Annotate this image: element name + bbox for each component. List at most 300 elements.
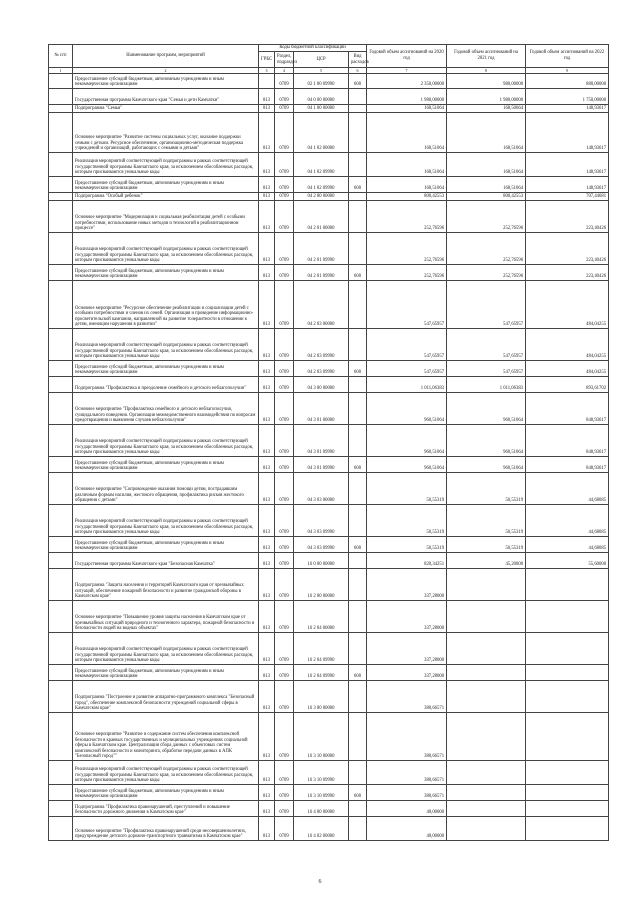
table-row xyxy=(49,361,609,377)
row-name: Подпрограмма "Профилактика правонарушений, преступлений и повышение безопасности дорожного движения в Камчатском крае" xyxy=(73,801,259,817)
row-name: Реализация мероприятий соответствующей подпрограммы в рамках соответствующей государственной программы Камчатского края, за исключением обособленных расходов, которым присваиваются уникальные коды xyxy=(73,425,259,457)
row-num xyxy=(49,193,73,201)
row-csr: 16 3 10 09990 xyxy=(294,785,349,801)
row-value-2022: 44,68085 xyxy=(526,473,609,505)
row-grbs: 813 xyxy=(259,633,275,665)
row-value-2021: 168,51064 xyxy=(447,177,526,193)
row-value-2022: 148,93617 xyxy=(526,113,609,153)
row-value-2020: 960,51064 xyxy=(367,457,447,473)
row-name: Предоставление субсидий бюджетным, автономным учреждениям и иным некоммерческим организациям xyxy=(73,537,259,553)
row-num xyxy=(49,569,73,601)
row-value-2020: 252,76596 xyxy=(367,265,447,281)
index-cell: 5 xyxy=(294,68,349,74)
row-value-2021: 1 980,00000 xyxy=(447,89,526,105)
index-cell: 1 xyxy=(49,68,73,74)
row-value-2022: 893,61702 xyxy=(526,377,609,393)
row-section: 0709 xyxy=(275,665,294,681)
row-csr: 16 2 04 00000 xyxy=(294,601,349,633)
table-body xyxy=(49,74,609,841)
row-name: Предоставление субсидий бюджетным, автономным учреждениям и иным некоммерческим организациям xyxy=(73,177,259,193)
row-name: Основное мероприятие "Развитие и содержание систем обеспечения комплексной безопасности в краевых государственных и муниципальных учреждениях социальной сферы в Камчатском крае. Централизация сбора данных с объектовых систем комплексной безопасности и мониторинга, обработке передачи данных в АПК "Безопасный город"" xyxy=(73,713,259,761)
row-expense-type xyxy=(349,233,367,265)
row-value-2020: 337,28000 xyxy=(367,569,447,601)
row-section: 0709 xyxy=(275,361,294,377)
row-value-2020: 2 350,00000 xyxy=(367,74,447,89)
row-section: 0709 xyxy=(275,817,294,841)
row-name: Государственная программа Камчатского края "Безопасная Камчатка" xyxy=(73,553,259,569)
row-value-2022 xyxy=(526,569,609,601)
row-section: 0709 xyxy=(275,153,294,177)
row-name: Реализация мероприятий соответствующей подпрограммы в рамках соответствующей государственной программы Камчатского края, за исключением обособленных расходов, которым присваиваются уникальные коды xyxy=(73,633,259,665)
row-value-2021 xyxy=(447,569,526,601)
row-csr: 04 2 03 09990 xyxy=(294,361,349,377)
row-value-2020: 168,51064 xyxy=(367,113,447,153)
row-num xyxy=(49,265,73,281)
row-value-2021 xyxy=(447,681,526,713)
table-header xyxy=(49,45,609,74)
row-num xyxy=(49,89,73,105)
row-grbs: 813 xyxy=(259,393,275,425)
row-value-2021 xyxy=(447,801,526,817)
row-value-2020: 50,55319 xyxy=(367,537,447,553)
row-grbs: 813 xyxy=(259,569,275,601)
row-num xyxy=(49,233,73,265)
row-section: 0709 xyxy=(275,281,294,329)
row-section: 0709 xyxy=(275,681,294,713)
row-value-2021: 252,76596 xyxy=(447,265,526,281)
table-row xyxy=(49,633,609,665)
row-grbs: 813 xyxy=(259,361,275,377)
row-num xyxy=(49,785,73,801)
row-expense-type xyxy=(349,113,367,153)
header-2022: Годовой объем ассигнований на 2022 год xyxy=(526,45,609,68)
table-row xyxy=(49,785,609,801)
row-section: 0709 xyxy=(275,761,294,785)
row-expense-type xyxy=(349,201,367,233)
table-row xyxy=(49,601,609,633)
row-csr: 04 3 03 09990 xyxy=(294,505,349,537)
row-section: 0709 xyxy=(275,553,294,569)
row-csr: 04 3 01 09990 xyxy=(294,425,349,457)
page-number: 6 xyxy=(318,879,322,885)
row-value-2022: 44,68085 xyxy=(526,537,609,553)
row-csr: 04 3 01 00000 xyxy=(294,393,349,425)
row-section: 0709 xyxy=(275,193,294,201)
row-section: 0709 xyxy=(275,473,294,505)
table-row xyxy=(49,89,609,105)
table-row xyxy=(49,113,609,153)
row-grbs: 813 xyxy=(259,89,275,105)
index-cell: 2 xyxy=(73,68,259,74)
row-expense-type xyxy=(349,801,367,817)
row-name: Государственная программа Камчатского края "Семья и дети Камчатки" xyxy=(73,89,259,105)
table-row xyxy=(49,329,609,361)
row-num xyxy=(49,361,73,377)
header-2020: Годовой объем ассигнований на 2020 год xyxy=(367,45,447,68)
row-expense-type xyxy=(349,569,367,601)
row-value-2020: 50,55319 xyxy=(367,505,447,537)
row-csr: 04 3 03 09990 xyxy=(294,537,349,553)
row-name: Основное мероприятие "Сопровождение оказания помощи детям, пострадавшим различным формам насилия, жестокого обращения, профилактика рисков жестокого обращения с детьми" xyxy=(73,473,259,505)
row-section: 0709 xyxy=(275,537,294,553)
row-value-2020: 1 980,00000 xyxy=(367,89,447,105)
row-value-2021: 960,51064 xyxy=(447,457,526,473)
index-cell: 9 xyxy=(526,68,609,74)
row-csr: 04 2 03 09990 xyxy=(294,329,349,361)
row-value-2021: 960,51064 xyxy=(447,425,526,457)
row-num xyxy=(49,761,73,785)
row-value-2022: 707,44681 xyxy=(526,193,609,201)
row-value-2020: 337,28000 xyxy=(367,665,447,681)
row-value-2022: 148,93617 xyxy=(526,153,609,177)
row-expense-type xyxy=(349,281,367,329)
row-name: Реализация мероприятий соответствующей подпрограммы в рамках соответствующей государственной программы Камчатского края, за исключением обособленных расходов, которым присваиваются уникальные коды xyxy=(73,329,259,361)
row-value-2021: 960,51064 xyxy=(447,393,526,425)
index-cell: 7 xyxy=(367,68,447,74)
row-value-2021 xyxy=(447,817,526,841)
index-cell: 4 xyxy=(275,68,294,74)
row-name: Основное мероприятие "Повышение уровня защиты населения в Камчатском крае от чрезвычайных ситуаций природного и техногенного характера, пожарной безопасности и безопасности людей на водных объектах" xyxy=(73,601,259,633)
row-grbs xyxy=(259,74,275,89)
row-value-2022: 148,93617 xyxy=(526,105,609,113)
row-value-2021: 168,51064 xyxy=(447,153,526,177)
row-value-2021: 547,65957 xyxy=(447,329,526,361)
row-section: 0709 xyxy=(275,377,294,393)
row-expense-type xyxy=(349,601,367,633)
row-num xyxy=(49,113,73,153)
row-expense-type xyxy=(349,817,367,841)
row-section: 0709 xyxy=(275,74,294,89)
row-expense-type xyxy=(349,681,367,713)
row-csr: 04 1 02 00000 xyxy=(294,113,349,153)
row-value-2021: 252,76596 xyxy=(447,201,526,233)
row-value-2020: 380,66571 xyxy=(367,761,447,785)
row-num xyxy=(49,817,73,841)
row-section: 0709 xyxy=(275,505,294,537)
row-value-2020: 50,55319 xyxy=(367,473,447,505)
row-value-2022 xyxy=(526,713,609,761)
row-name: Реализация мероприятий соответствующей подпрограммы в рамках соответствующей государственной программы Камчатского края, за исключением обособленных расходов, которым присваиваются уникальные коды xyxy=(73,233,259,265)
row-value-2020: 960,51064 xyxy=(367,425,447,457)
row-num xyxy=(49,801,73,817)
row-csr: 04 2 01 00000 xyxy=(294,201,349,233)
row-name: Реализация мероприятий соответствующей подпрограммы в рамках соответствующей государственной программы Камчатского края, за исключением обособленных расходов, которым присваиваются уникальные коды xyxy=(73,761,259,785)
row-grbs: 813 xyxy=(259,113,275,153)
row-csr: 04 2 01 09990 xyxy=(294,265,349,281)
row-grbs: 813 xyxy=(259,665,275,681)
row-section: 0709 xyxy=(275,601,294,633)
header-grbs: ГРБС xyxy=(259,52,275,68)
row-value-2022: 1 750,00000 xyxy=(526,89,609,105)
row-value-2021 xyxy=(447,761,526,785)
row-value-2021: 50,55319 xyxy=(447,473,526,505)
index-cell: 3 xyxy=(259,68,275,74)
row-num xyxy=(49,713,73,761)
row-csr: 04 2 01 09990 xyxy=(294,233,349,265)
row-expense-type: 600 xyxy=(349,74,367,89)
table-row xyxy=(49,265,609,281)
table-row xyxy=(49,201,609,233)
row-expense-type xyxy=(349,393,367,425)
row-grbs: 813 xyxy=(259,281,275,329)
row-expense-type xyxy=(349,505,367,537)
row-name: Основное мероприятие "Развитие системы социальных услуг, оказание поддержки семьям с детьми. Ресурсное обеспечение, организационно-методическая поддержка учреждений и организаций, работающих с семьями и детьми" xyxy=(73,113,259,153)
row-value-2020: 820,34251 xyxy=(367,553,447,569)
row-value-2022: 484,04255 xyxy=(526,361,609,377)
row-grbs: 813 xyxy=(259,329,275,361)
row-value-2021: 547,65957 xyxy=(447,281,526,329)
row-value-2020: 40,00000 xyxy=(367,801,447,817)
row-value-2022: 223,40426 xyxy=(526,233,609,265)
row-name: Подпрограмма "Построение и развитие аппаратно-программного комплекса "Безопасный город", обеспечение комплексной безопасности учреждений социальной сферы в Камчатском крае" xyxy=(73,681,259,713)
row-grbs: 813 xyxy=(259,801,275,817)
table-row xyxy=(49,817,609,841)
table-row xyxy=(49,377,609,393)
row-csr: 16 3 10 09990 xyxy=(294,761,349,785)
row-value-2020: 547,65957 xyxy=(367,329,447,361)
row-grbs: 813 xyxy=(259,457,275,473)
row-expense-type xyxy=(349,105,367,113)
row-section: 0709 xyxy=(275,177,294,193)
row-value-2020: 1 011,06383 xyxy=(367,377,447,393)
row-section: 0709 xyxy=(275,801,294,817)
row-expense-type xyxy=(349,473,367,505)
table-row xyxy=(49,537,609,553)
row-name: Подпрограмма "Защита населения и территорий Камчатского края от чрезвычайных ситуаций, обеспечение пожарной безопасности и развитие гражданской обороны в Камчатском крае" xyxy=(73,569,259,601)
row-value-2022: 848,93617 xyxy=(526,393,609,425)
row-name: Предоставление субсидий бюджетным, автономным учреждениям и иным некоммерческим организациям xyxy=(73,74,259,89)
row-value-2022: 880,00000 xyxy=(526,74,609,89)
table-row xyxy=(49,393,609,425)
row-num xyxy=(49,74,73,89)
table-row xyxy=(49,233,609,265)
row-value-2021: 45,20000 xyxy=(447,553,526,569)
row-num xyxy=(49,473,73,505)
row-name: Предоставление субсидий бюджетным, автономным учреждениям и иным некоммерческим организациям xyxy=(73,361,259,377)
row-value-2020: 547,65957 xyxy=(367,361,447,377)
row-csr: 04 3 00 00000 xyxy=(294,377,349,393)
header-num: № п/п xyxy=(49,45,73,68)
row-value-2021: 50,55319 xyxy=(447,537,526,553)
row-grbs: 813 xyxy=(259,817,275,841)
row-value-2020: 960,51064 xyxy=(367,393,447,425)
row-expense-type: 600 xyxy=(349,665,367,681)
row-expense-type xyxy=(349,193,367,201)
row-section: 0709 xyxy=(275,425,294,457)
row-grbs: 813 xyxy=(259,193,275,201)
row-num xyxy=(49,393,73,425)
row-csr: 04 0 00 00000 xyxy=(294,89,349,105)
row-grbs: 813 xyxy=(259,505,275,537)
row-grbs: 813 xyxy=(259,425,275,457)
row-value-2020: 380,66571 xyxy=(367,785,447,801)
row-section: 0709 xyxy=(275,393,294,425)
row-csr: 16 4 02 00000 xyxy=(294,817,349,841)
row-value-2022: 223,40426 xyxy=(526,201,609,233)
row-num xyxy=(49,665,73,681)
row-csr: 16 0 00 00000 xyxy=(294,553,349,569)
row-section: 0709 xyxy=(275,713,294,761)
row-value-2021: 980,00000 xyxy=(447,74,526,89)
row-name: Основное мероприятие "Ресурсное обеспечение реабилитации и социализации детей с особыми потребностями и членов их семей. Организация и проведение информационно-просветительской кампании, направленной на развитие толерантности в отношении к детям, имеющим нарушения в развитии" xyxy=(73,281,259,329)
row-csr: 16 2 04 09990 xyxy=(294,633,349,665)
row-expense-type xyxy=(349,761,367,785)
row-value-2022 xyxy=(526,761,609,785)
row-csr: 16 4 00 00000 xyxy=(294,801,349,817)
row-value-2021 xyxy=(447,665,526,681)
table-row xyxy=(49,681,609,713)
row-value-2022: 484,04255 xyxy=(526,281,609,329)
row-expense-type: 600 xyxy=(349,177,367,193)
row-section: 0709 xyxy=(275,633,294,665)
row-expense-type xyxy=(349,713,367,761)
row-grbs: 813 xyxy=(259,105,275,113)
row-name: Подпрограмма "Профилактика и преодоление семейного и детского неблагополучия" xyxy=(73,377,259,393)
row-csr: 16 2 04 09990 xyxy=(294,665,349,681)
row-csr: 04 2 03 00000 xyxy=(294,281,349,329)
row-value-2021 xyxy=(447,633,526,665)
row-value-2020: 800,42553 xyxy=(367,193,447,201)
row-section: 0709 xyxy=(275,201,294,233)
row-value-2022: 848,93617 xyxy=(526,457,609,473)
row-value-2020: 547,65957 xyxy=(367,281,447,329)
table-row xyxy=(49,569,609,601)
table-row xyxy=(49,153,609,177)
header-2021: Годовой объем ассигнований на 2021 год xyxy=(447,45,526,68)
table-row xyxy=(49,425,609,457)
row-grbs: 813 xyxy=(259,761,275,785)
row-value-2021: 252,76596 xyxy=(447,233,526,265)
row-csr: 04 3 03 00000 xyxy=(294,473,349,505)
row-value-2022 xyxy=(526,801,609,817)
row-num xyxy=(49,153,73,177)
row-csr: 16 2 00 00000 xyxy=(294,569,349,601)
row-name: Предоставление субсидий бюджетным, автономным учреждениям и иным некоммерческим организациям xyxy=(73,785,259,801)
row-value-2022 xyxy=(526,665,609,681)
row-num xyxy=(49,601,73,633)
row-value-2021: 547,65957 xyxy=(447,361,526,377)
row-value-2020: 380,66571 xyxy=(367,681,447,713)
table-row xyxy=(49,457,609,473)
row-grbs: 813 xyxy=(259,537,275,553)
header-csr: ЦСР xyxy=(294,52,349,68)
row-value-2021 xyxy=(447,713,526,761)
budget-table-sheet xyxy=(48,44,608,841)
row-grbs: 813 xyxy=(259,265,275,281)
row-name: Предоставление субсидий бюджетным, автономным учреждениям и иным некоммерческим организациям xyxy=(73,457,259,473)
table-row xyxy=(49,505,609,537)
header-section: Раздел, подраздел xyxy=(275,52,294,68)
row-value-2021: 800,42553 xyxy=(447,193,526,201)
row-section: 0709 xyxy=(275,233,294,265)
row-num xyxy=(49,457,73,473)
row-grbs: 813 xyxy=(259,377,275,393)
index-cell: 8 xyxy=(447,68,526,74)
row-name: Реализация мероприятий соответствующей подпрограммы в рамках соответствующей государственной программы Камчатского края, за исключением обособленных расходов, которым присваиваются уникальные коды xyxy=(73,153,259,177)
table-row xyxy=(49,801,609,817)
row-value-2020: 40,00000 xyxy=(367,817,447,841)
row-num xyxy=(49,553,73,569)
row-name: Основное мероприятие "Профилактика семейного и детского неблагополучия, суицидального поведения. Организация межведомственного взаимодействия по вопросам предотвращения и выявления случаев неблагополучия" xyxy=(73,393,259,425)
row-name: Реализация мероприятий соответствующей подпрограммы в рамках соответствующей государственной программы Камчатского края, за исключением обособленных расходов, которым присваиваются уникальные коды xyxy=(73,505,259,537)
row-value-2021 xyxy=(447,785,526,801)
row-expense-type xyxy=(349,153,367,177)
row-expense-type: 600 xyxy=(349,361,367,377)
row-expense-type xyxy=(349,329,367,361)
table-row xyxy=(49,74,609,89)
row-grbs: 813 xyxy=(259,713,275,761)
row-value-2021: 168,50664 xyxy=(447,105,526,113)
row-value-2020: 252,76596 xyxy=(367,233,447,265)
row-value-2021: 168,51064 xyxy=(447,113,526,153)
header-name: Наименование программ, мероприятий xyxy=(73,45,259,68)
row-expense-type xyxy=(349,553,367,569)
row-grbs: 813 xyxy=(259,553,275,569)
row-csr: 16 3 00 00000 xyxy=(294,681,349,713)
row-expense-type xyxy=(349,89,367,105)
row-value-2020: 168,51064 xyxy=(367,177,447,193)
row-num xyxy=(49,425,73,457)
table-row xyxy=(49,105,609,113)
table-row xyxy=(49,553,609,569)
row-expense-type xyxy=(349,425,367,457)
row-grbs: 813 xyxy=(259,473,275,505)
row-value-2022 xyxy=(526,633,609,665)
row-expense-type xyxy=(349,633,367,665)
header-codes-group: Коды бюджетной классификации xyxy=(259,45,367,52)
row-value-2022: 223,40426 xyxy=(526,265,609,281)
row-grbs: 813 xyxy=(259,681,275,713)
row-grbs: 813 xyxy=(259,153,275,177)
row-num xyxy=(49,201,73,233)
row-value-2020: 168,51064 xyxy=(367,105,447,113)
row-num xyxy=(49,681,73,713)
row-section: 0709 xyxy=(275,457,294,473)
row-csr: 04 1 00 00000 xyxy=(294,105,349,113)
row-grbs: 813 xyxy=(259,177,275,193)
row-name: Предоставление субсидий бюджетным, автономным учреждениям и иным некоммерческим организациям xyxy=(73,665,259,681)
row-value-2021: 50,55319 xyxy=(447,505,526,537)
row-section: 0709 xyxy=(275,113,294,153)
row-section: 0709 xyxy=(275,785,294,801)
row-csr: 04 2 00 00000 xyxy=(294,193,349,201)
row-value-2021: 1 011,06383 xyxy=(447,377,526,393)
row-value-2022: 148,93617 xyxy=(526,177,609,193)
row-value-2022: 848,93617 xyxy=(526,425,609,457)
row-expense-type: 600 xyxy=(349,785,367,801)
row-grbs: 813 xyxy=(259,601,275,633)
table-row xyxy=(49,473,609,505)
row-section: 0709 xyxy=(275,569,294,601)
row-section: 0709 xyxy=(275,89,294,105)
row-value-2022 xyxy=(526,681,609,713)
row-name: Подпрограмма "Семья" xyxy=(73,105,259,113)
row-num xyxy=(49,633,73,665)
row-expense-type: 600 xyxy=(349,265,367,281)
row-value-2020: 252,76596 xyxy=(367,201,447,233)
row-name: Предоставление субсидий бюджетным, автономным учреждениям и иным некоммерческим организациям xyxy=(73,265,259,281)
row-csr: 16 3 10 00000 xyxy=(294,713,349,761)
table-row xyxy=(49,665,609,681)
row-section: 0709 xyxy=(275,105,294,113)
row-csr: 04 3 01 09990 xyxy=(294,457,349,473)
budget-table xyxy=(48,44,609,841)
row-value-2021 xyxy=(447,601,526,633)
table-row xyxy=(49,761,609,785)
row-csr: 04 1 02 09990 xyxy=(294,153,349,177)
row-grbs: 813 xyxy=(259,785,275,801)
row-num xyxy=(49,377,73,393)
